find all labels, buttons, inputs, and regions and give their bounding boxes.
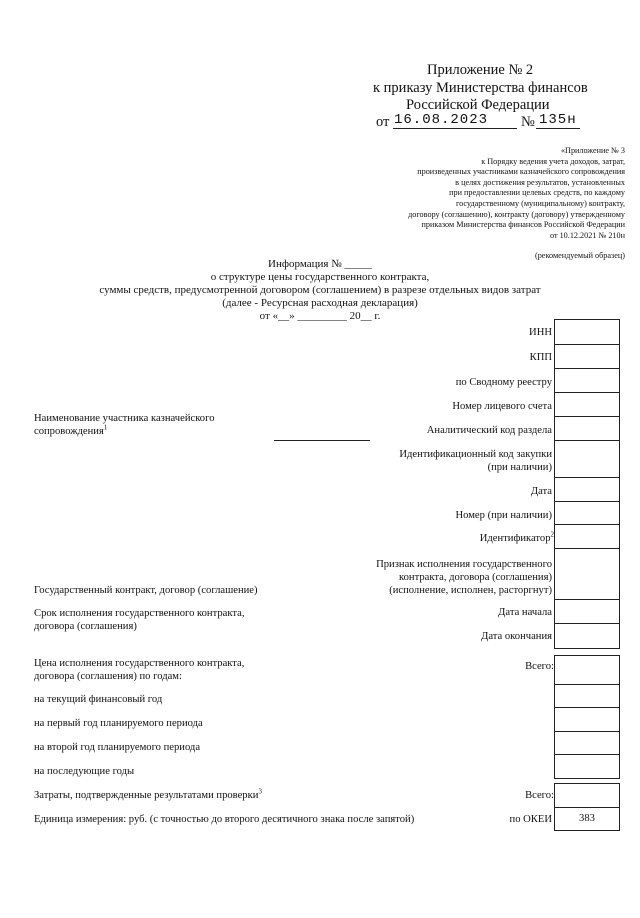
number-field[interactable] <box>554 501 620 525</box>
appendix-no-label: № <box>521 114 535 130</box>
analytic-field[interactable] <box>554 416 620 441</box>
form-note-line: в целях достижения результатов, установленных <box>455 177 625 187</box>
price-label-2: договора (соглашения) по годам: <box>34 671 182 682</box>
term-label: Срок исполнения государственного контракта, <box>34 608 245 619</box>
unit-label: Единица измерения: руб. (с точностью до второго десятичного знака после запятой) <box>34 814 415 825</box>
year-first-label: на первый год планируемого периода <box>34 718 203 729</box>
term-label-2: договора (соглашения) <box>34 621 137 632</box>
appendix-line-2: Российской Федерации <box>406 97 550 113</box>
start-date-field[interactable] <box>554 599 620 624</box>
appendix-date: 16.08.2023 <box>394 112 489 128</box>
participant-label: Наименование участника казначейского <box>34 413 215 424</box>
end-date-label: Дата окончания <box>481 631 552 642</box>
identifier-field[interactable] <box>554 524 620 549</box>
price-label: Цена исполнения государственного контракта, <box>34 658 245 669</box>
analytic-label: Аналитический код раздела <box>426 425 552 436</box>
price-total-label: Всего: <box>525 661 554 672</box>
end-date-field[interactable] <box>554 623 620 649</box>
form-note <box>408 146 625 241</box>
date-field[interactable] <box>554 477 620 502</box>
okei-field[interactable]: 383 <box>554 807 620 831</box>
participant-label-text: сопровождения <box>34 426 104 437</box>
start-date-label: Дата начала <box>498 607 552 618</box>
year-second-label: на второй год планируемого периода <box>34 742 201 753</box>
year-first-field[interactable] <box>554 707 620 732</box>
form-note-line: от 10.12.2021 № 210н <box>549 230 625 240</box>
okei-label: по ОКЕИ <box>509 814 552 825</box>
participant-underline <box>274 440 370 441</box>
appendix-line-1: к приказу Министерства финансов <box>373 80 588 96</box>
footnote-3: 3 <box>258 787 262 796</box>
form-note-line: приказом Министерства финансов Российской Федерации <box>421 220 625 230</box>
form-note-line: при предоставлении целевых средств, по каждому <box>449 188 625 198</box>
form-note-line: произведенных участниками казначейского сопровождения <box>417 167 625 177</box>
doc-title-1: Информация № _____ <box>268 258 372 270</box>
costs-total-field[interactable] <box>554 783 620 808</box>
doc-title-3: суммы средств, предусмотренной договором (соглашением) в разрезе отдельных видов затрат <box>99 284 541 296</box>
inn-field[interactable] <box>554 319 620 345</box>
doc-title-5: от «__» _________ 20__ г. <box>259 310 381 322</box>
recommended-sample: (рекомендуемый образец) <box>534 251 625 260</box>
footnote-1: 1 <box>103 423 108 432</box>
year-current-field[interactable] <box>554 684 620 708</box>
sign-label-2: контракта, договора (соглашения) <box>399 572 552 583</box>
appendix-number: 135н <box>539 112 577 128</box>
number-underline <box>536 128 580 129</box>
year-current-label: на текущий финансовый год <box>34 694 163 705</box>
form-note-line: к Порядку ведения учета доходов, затрат, <box>481 156 625 166</box>
appendix-from-label: от <box>376 114 390 130</box>
sign-label: Признак исполнения государственного <box>376 559 552 570</box>
registry-label: по Сводному реестру <box>455 377 552 388</box>
footnote-2: 2 <box>550 530 554 539</box>
kpp-field[interactable] <box>554 344 620 369</box>
sign-field[interactable] <box>554 548 620 600</box>
inn-label: ИНН <box>529 327 552 338</box>
number-label: Номер (при наличии) <box>455 510 552 521</box>
year-next-field[interactable] <box>554 754 620 779</box>
costs-total-label: Всего: <box>525 790 554 801</box>
identifier-label-text: Идентификатор <box>479 533 551 544</box>
appendix-title: Приложение № 2 <box>427 62 534 78</box>
account-label: Номер лицевого счета <box>452 401 552 412</box>
form-note-line: «Приложение № 3 <box>560 146 625 155</box>
costs-label-text: Затраты, подтвержденные результатами проверки <box>34 790 259 801</box>
form-note-line: договору (соглашению), контракту (договору) утвержденному <box>408 209 625 219</box>
registry-field[interactable] <box>554 368 620 393</box>
costs-label <box>34 789 262 802</box>
participant-label-2 <box>34 425 107 438</box>
form-note-line: государственному (муниципальному) контракту, <box>455 198 625 208</box>
doc-title-2: о структуре цены государственного контракта, <box>210 271 430 283</box>
kpp-label: КПП <box>529 352 552 363</box>
price-total-field[interactable] <box>554 655 620 685</box>
ident-field[interactable] <box>554 440 620 478</box>
ident-label-2: (при наличии) <box>487 462 552 473</box>
contract-label: Государственный контракт, договор (соглашение) <box>34 585 258 596</box>
account-field[interactable] <box>554 392 620 417</box>
sign-label-3: (исполнение, исполнен, расторгнут) <box>389 585 552 596</box>
identifier-label <box>480 532 554 545</box>
year-next-label: на последующие годы <box>34 766 135 777</box>
ident-label: Идентификационный код закупки <box>399 449 552 460</box>
year-second-field[interactable] <box>554 731 620 755</box>
doc-title-4: (далее - Ресурсная расходная декларация) <box>222 297 418 309</box>
date-label: Дата <box>530 486 552 497</box>
date-underline <box>393 128 517 129</box>
